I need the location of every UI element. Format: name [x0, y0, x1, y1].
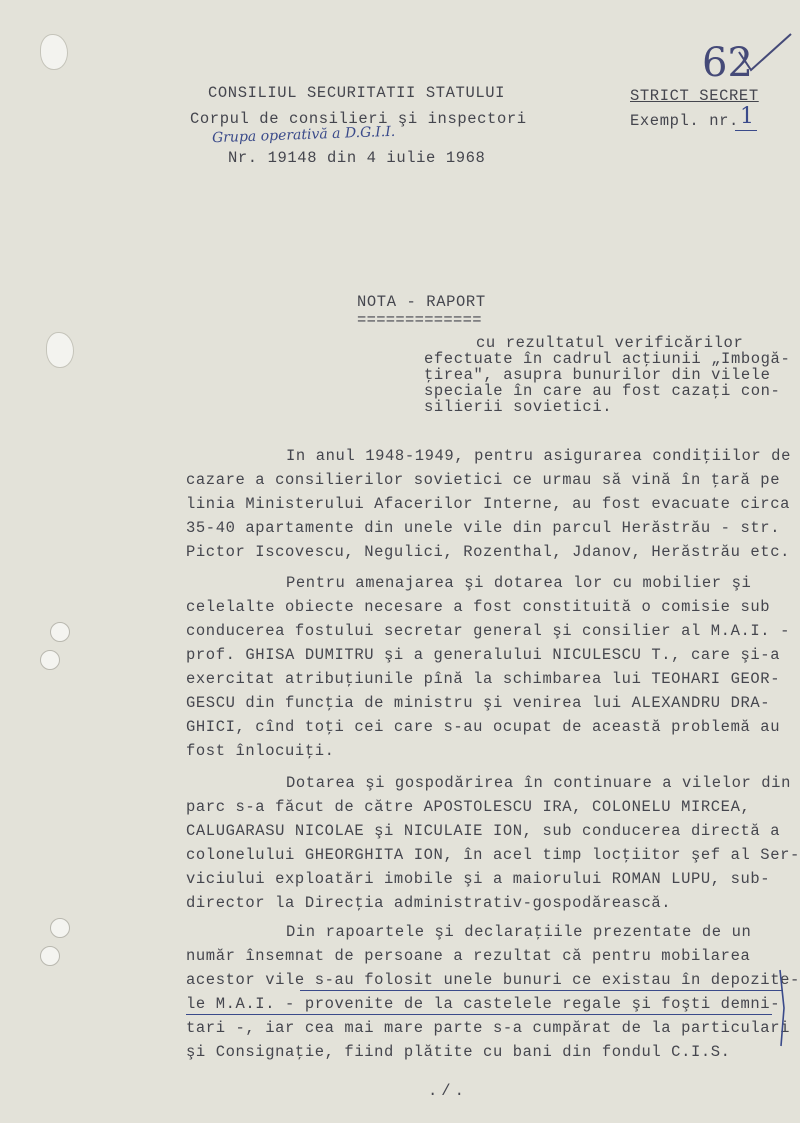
subject-line: speciale în care au fost cazaţi con-: [424, 382, 781, 400]
body-line: acestor vile s-au folosit unele bunuri ce existau în depozite-: [186, 971, 800, 989]
org-department: Corpul de consilieri şi inspectori: [190, 110, 527, 128]
punched-hole: [50, 918, 70, 938]
body-line: tari -, iar cea mai mare parte s-a cumpărat de la particulari: [186, 1019, 790, 1037]
body-line: celelalte obiecte necesare a fost constituită o comisie sub: [186, 598, 771, 616]
ink-underline: [300, 990, 783, 991]
body-line: şi Consignaţie, fiind plătite cu bani din fondul C.I.S.: [186, 1043, 731, 1061]
body-line: CALUGARASU NICOLAE şi NICULAIE ION, sub conducerea directă a: [186, 822, 781, 840]
body-line: GHICI, cînd toţi cei care s-au ocupat de această problemă au: [186, 718, 781, 736]
copy-number-underline: [735, 130, 757, 131]
body-line: Dotarea şi gospodărirea în continuare a vilelor din: [286, 774, 791, 792]
body-line: GESCU din funcţia de ministru şi venirea lui ALEXANDRU DRA-: [186, 694, 771, 712]
subject-line: ţirea", asupra bunurilor din vilele: [424, 366, 771, 384]
body-line: colonelului GHEORGHITA ION, în acel timp locţiitor şef al Ser-: [186, 846, 800, 864]
page-number-handwritten: 62: [702, 40, 753, 86]
body-line: In anul 1948-1949, pentru asigurarea condiţiilor de: [286, 447, 791, 465]
continuation-mark: ./.: [428, 1082, 468, 1100]
subject-line: efectuate în cadrul acţiunii „Imbogă-: [424, 350, 791, 368]
body-line: cazare a consilierilor sovietici ce urmau să vină în ţară pe: [186, 471, 781, 489]
subject-line: silierii sovietici.: [424, 398, 613, 416]
checkmark-icon: [735, 30, 795, 80]
body-line: director la Direcţia administrativ-gospodărească.: [186, 894, 672, 912]
body-line: linia Ministerului Afacerilor Interne, au fost evacuate circa: [186, 495, 790, 513]
ink-underline: [186, 1014, 772, 1015]
copy-label: Exempl. nr.: [630, 112, 739, 130]
org-name: CONSILIUL SECURITATII STATULUI: [208, 84, 506, 102]
classification-label: STRICT SECRET: [630, 87, 759, 105]
body-line: număr însemnat de persoane a rezultat că pentru mobilarea: [186, 947, 751, 965]
punched-hole: [50, 622, 70, 642]
document-title: NOTA - RAPORT: [357, 293, 486, 311]
body-line: conducerea fostului secretar general şi consilier al M.A.I. -: [186, 622, 790, 640]
body-line: viciului exploatări imobile şi a maiorului ROMAN LUPU, sub-: [186, 870, 771, 888]
body-line: fost înlocuiţi.: [186, 742, 335, 760]
body-line: Din rapoartele şi declaraţiile prezentate de un: [286, 923, 752, 941]
body-line: prof. GHISA DUMITRU şi a generalului NICULESCU T., care şi-a: [186, 646, 781, 664]
body-line: Pictor Iscovescu, Negulici, Rozenthal, Jdanov, Herăstrău etc.: [186, 543, 790, 561]
punched-hole: [40, 650, 60, 670]
document-number: Nr. 19148 din 4 iulie 1968: [228, 149, 486, 167]
punched-hole-torn-middle: [46, 332, 74, 368]
body-line: exercitat atribuţiunile pînă la schimbarea lui TEOHARI GEOR-: [186, 670, 781, 688]
body-line: parc s-a făcut de către APOSTOLESCU IRA, COLONELU MIRCEA,: [186, 798, 751, 816]
body-line: le M.A.I. - provenite de la castelele regale şi foşti demni-: [186, 995, 781, 1013]
copy-number-handwritten: 1: [740, 104, 754, 129]
title-rule: =============: [357, 311, 482, 329]
margin-bracket-mark: [776, 968, 790, 1048]
subject-line: cu rezultatul verificărilor: [476, 334, 744, 352]
punched-hole: [40, 946, 60, 966]
handwritten-annotation: Grupa operativă a D.G.I.I.: [211, 123, 396, 147]
body-line: 35-40 apartamente din unele vile din parcul Herăstrău - str.: [186, 519, 781, 537]
body-line: Pentru amenajarea şi dotarea lor cu mobilier şi: [286, 574, 752, 592]
punched-hole-torn-top: [40, 34, 68, 70]
